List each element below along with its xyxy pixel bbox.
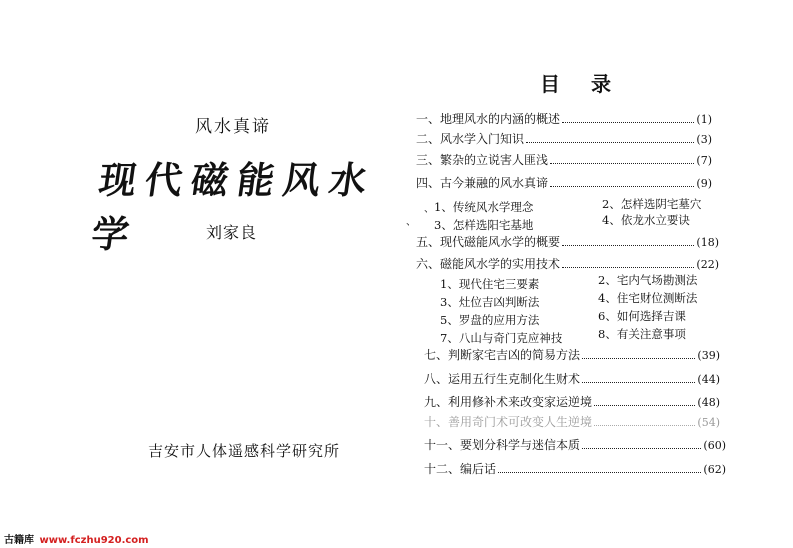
subsection-item: 2、宅内气场勘测法 (598, 273, 698, 287)
toc-entry-label: 九、利用修补术来改变家运逆境 (424, 395, 593, 409)
dot-leader (582, 447, 701, 449)
toc-entry-page: (44) (697, 373, 720, 386)
dot-leader (550, 185, 694, 187)
dot-leader (550, 162, 694, 164)
toc-entry-page: (1) (696, 113, 712, 126)
toc-entry-label: 六、磁能风水学的实用技术 (416, 257, 561, 271)
toc-entry-label: 八、运用五行生克制化生财术 (424, 372, 581, 386)
toc-entry (416, 233, 719, 250)
toc-entry-label: 四、古今兼融的风水真谛 (416, 176, 549, 190)
toc-entry-label: 三、繁杂的立说害人匪浅 (416, 153, 549, 167)
dot-leader (594, 404, 695, 406)
toc-entry (424, 346, 720, 363)
toc-entry-page: (7) (696, 154, 712, 167)
series-title: 风水真谛 (195, 117, 271, 137)
toc-entry-label: 十二、编后话 (424, 462, 497, 476)
dot-leader (498, 471, 701, 473)
subsection-item: 3、灶位吉凶判断法 (440, 295, 540, 309)
toc-entry (424, 436, 726, 453)
toc-entry-label: 七、判断家宅吉凶的简易方法 (424, 348, 581, 362)
dot-leader (562, 244, 694, 246)
publisher-name: 吉安市人体遥感科学研究所 (148, 442, 341, 460)
toc-entry-label: 五、现代磁能风水学的概要 (416, 235, 561, 249)
toc-entry (416, 110, 712, 127)
author-name: 刘家良 (206, 223, 258, 242)
toc-entry-page: (48) (697, 396, 720, 409)
dot-leader (594, 424, 695, 426)
toc-entry-label: 二、风水学入门知识 (416, 132, 525, 146)
toc-entry-page: (39) (697, 349, 720, 362)
watermark-url: www.fczhu920.com (39, 535, 149, 546)
toc-entry (416, 255, 719, 272)
watermark (4, 531, 149, 546)
dot-leader (526, 141, 694, 143)
subsection-item: 8、有关注意事项 (598, 327, 686, 341)
toc-entry (416, 130, 712, 147)
toc-entry-page: (3) (696, 133, 712, 146)
toc-entry-page: (60) (703, 439, 726, 452)
bullet-mark: 、 (406, 217, 416, 228)
toc-entry (424, 413, 720, 430)
subsection-item: 1、现代住宅三要素 (440, 277, 540, 291)
dot-leader (562, 266, 694, 268)
toc-entry (424, 370, 720, 387)
toc-entry-label: 一、地理风水的内涵的概述 (416, 112, 561, 126)
subsection-item: 2、怎样选阴宅墓穴 (602, 197, 702, 211)
subsection-item: 5、罗盘的应用方法 (440, 313, 540, 327)
subsection-item: 4、住宅财位测断法 (598, 291, 698, 305)
toc-entry (416, 174, 712, 191)
toc-entry-page: (22) (696, 258, 719, 271)
toc-entry-page: (54) (697, 416, 720, 429)
bullet-mark: 、 (424, 204, 434, 215)
toc-entry (416, 151, 712, 168)
toc-heading: 目 录 (540, 72, 623, 96)
watermark-site: 古籍库 (4, 535, 34, 546)
toc-entry-label: 十一、要划分科学与迷信本质 (424, 438, 581, 452)
subsection-item: 3、怎样选阳宅基地 (434, 218, 534, 232)
subsection-item: 7、八山与奇门克应神技 (440, 331, 563, 345)
dot-leader (582, 381, 695, 383)
dot-leader (562, 121, 694, 123)
dot-leader (582, 357, 695, 359)
subsection-item: 4、依龙水立要诀 (602, 213, 690, 227)
subsection-item: 6、如何选择吉课 (598, 309, 686, 323)
toc-entry-page: (18) (696, 236, 719, 249)
subsection-item: 1、传统风水学理念 (434, 200, 534, 214)
book-title: 现代磁能风水学 (88, 158, 379, 256)
toc-entry (424, 460, 726, 477)
toc-page (400, 0, 793, 548)
toc-entry-page: (62) (703, 463, 726, 476)
toc-entry (424, 393, 720, 410)
toc-entry-page: (9) (696, 177, 712, 190)
toc-entry-label: 十、善用奇门术可改变人生逆境 (424, 415, 593, 429)
